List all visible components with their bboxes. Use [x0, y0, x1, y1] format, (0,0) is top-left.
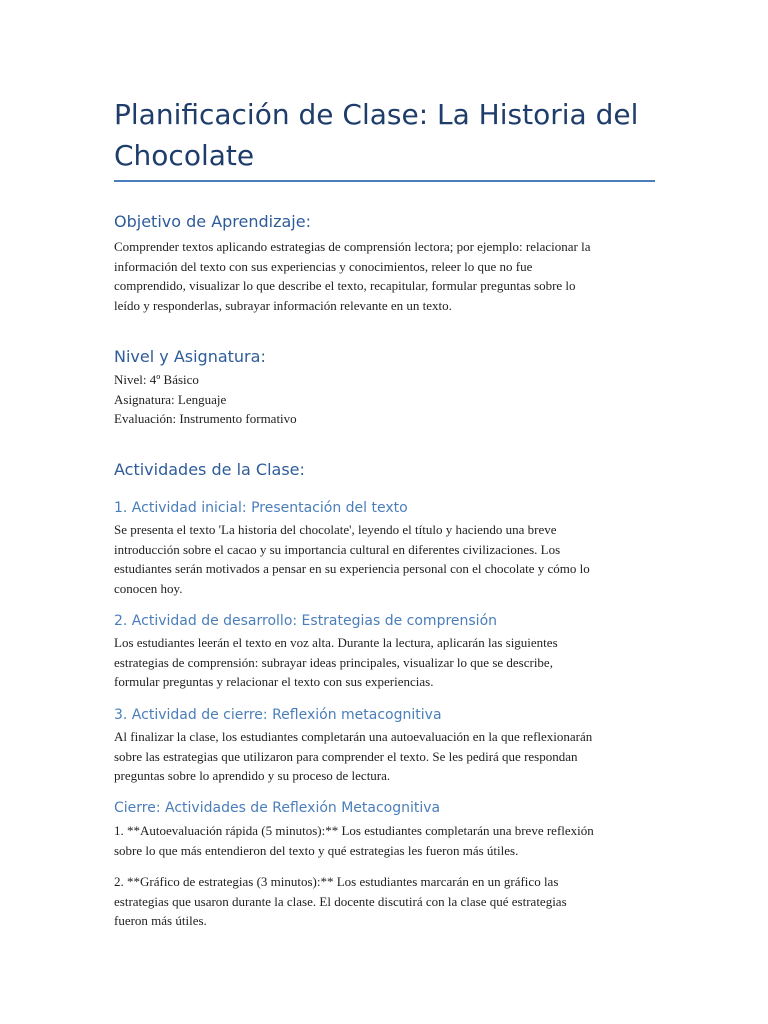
cierre-item-1	[114, 821, 655, 860]
paragraph-line: sobre las estrategias que utilizaron para comprender el texto. Se les pedirá que respondan	[114, 748, 578, 764]
paragraph-line: estrategias de comprensión: subrayar ideas principales, visualizar lo que se describe,	[114, 654, 553, 670]
actividad-1-heading: 1. Actividad inicial: Presentación del texto	[114, 500, 408, 516]
paragraph-line: conocen hoy.	[114, 580, 183, 596]
title-line: Chocolate	[114, 139, 255, 172]
paragraph-line: sobre lo que más entendieron del texto y qué estrategias les fueron más útiles.	[114, 842, 519, 858]
nivel-paragraph	[114, 370, 655, 429]
paragraph-line: leído y responderlas, subrayar información relevante en un texto.	[114, 297, 452, 313]
page-title	[114, 94, 656, 176]
paragraph-line: información del texto con sus experiencias y conocimientos, releer lo que no fue	[114, 258, 533, 274]
title-divider	[114, 180, 655, 182]
actividad-2-heading: 2. Actividad de desarrollo: Estrategias de comprensión	[114, 613, 498, 629]
title-line: Planificación de Clase: La Historia del	[114, 98, 639, 131]
cierre-heading: Cierre: Actividades de Reflexión Metacognitiva	[114, 800, 441, 816]
objetivo-heading: Objetivo de Aprendizaje:	[114, 212, 311, 231]
paragraph-line: 1. **Autoevaluación rápida (5 minutos):** Los estudiantes completarán una breve reflexión	[114, 823, 594, 838]
paragraph-line: estudiantes serán motivados a pensar en su experiencia personal con el chocolate y cómo lo	[114, 561, 590, 576]
nivel-line: Nivel: 4º Básico	[114, 372, 199, 387]
actividad-3-paragraph	[114, 727, 655, 786]
paragraph-line: Los estudiantes leerán el texto en voz alta. Durante la lectura, aplicarán las siguientes	[114, 635, 558, 650]
paragraph-line: introducción sobre el cacao y su importancia cultural en diferentes civilizaciones. Los	[114, 541, 561, 557]
paragraph-line: 2. **Gráfico de estrategias (3 minutos):** Los estudiantes marcarán en un gráfico las	[114, 874, 559, 889]
paragraph-line: Comprender textos aplicando estrategias de comprensión lectora; por ejemplo: relacionar la	[114, 239, 591, 254]
actividad-2-paragraph	[114, 633, 655, 692]
cierre-item-2	[114, 872, 655, 931]
asignatura-line: Asignatura: Lenguaje	[114, 391, 227, 407]
paragraph-line: Se presenta el texto 'La historia del chocolate', leyendo el título y haciendo una breve	[114, 522, 557, 537]
paragraph-line: formular preguntas y relacionar el texto con sus experiencias.	[114, 674, 434, 689]
paragraph-line: fueron más útiles.	[114, 913, 207, 928]
paragraph-line: estrategias que usaron durante la clase. El docente discutirá con la clase qué estrategias	[114, 893, 567, 909]
objetivo-paragraph	[114, 237, 655, 315]
paragraph-line: Al finalizar la clase, los estudiantes completarán una autoevaluación en la que reflexionarán	[114, 729, 593, 744]
nivel-heading: Nivel y Asignatura:	[114, 347, 266, 366]
evaluacion-line: Evaluación: Instrumento formativo	[114, 411, 297, 426]
paragraph-line: preguntas sobre lo aprendido y su proceso de lectura.	[114, 768, 391, 783]
actividad-1-paragraph	[114, 520, 655, 598]
actividades-heading: Actividades de la Clase:	[114, 460, 305, 479]
actividad-3-heading: 3. Actividad de cierre: Reflexión metacognitiva	[114, 707, 442, 723]
paragraph-line: comprendido, visualizar lo que describe el texto, recapitular, formular preguntas sobre lo	[114, 278, 576, 293]
